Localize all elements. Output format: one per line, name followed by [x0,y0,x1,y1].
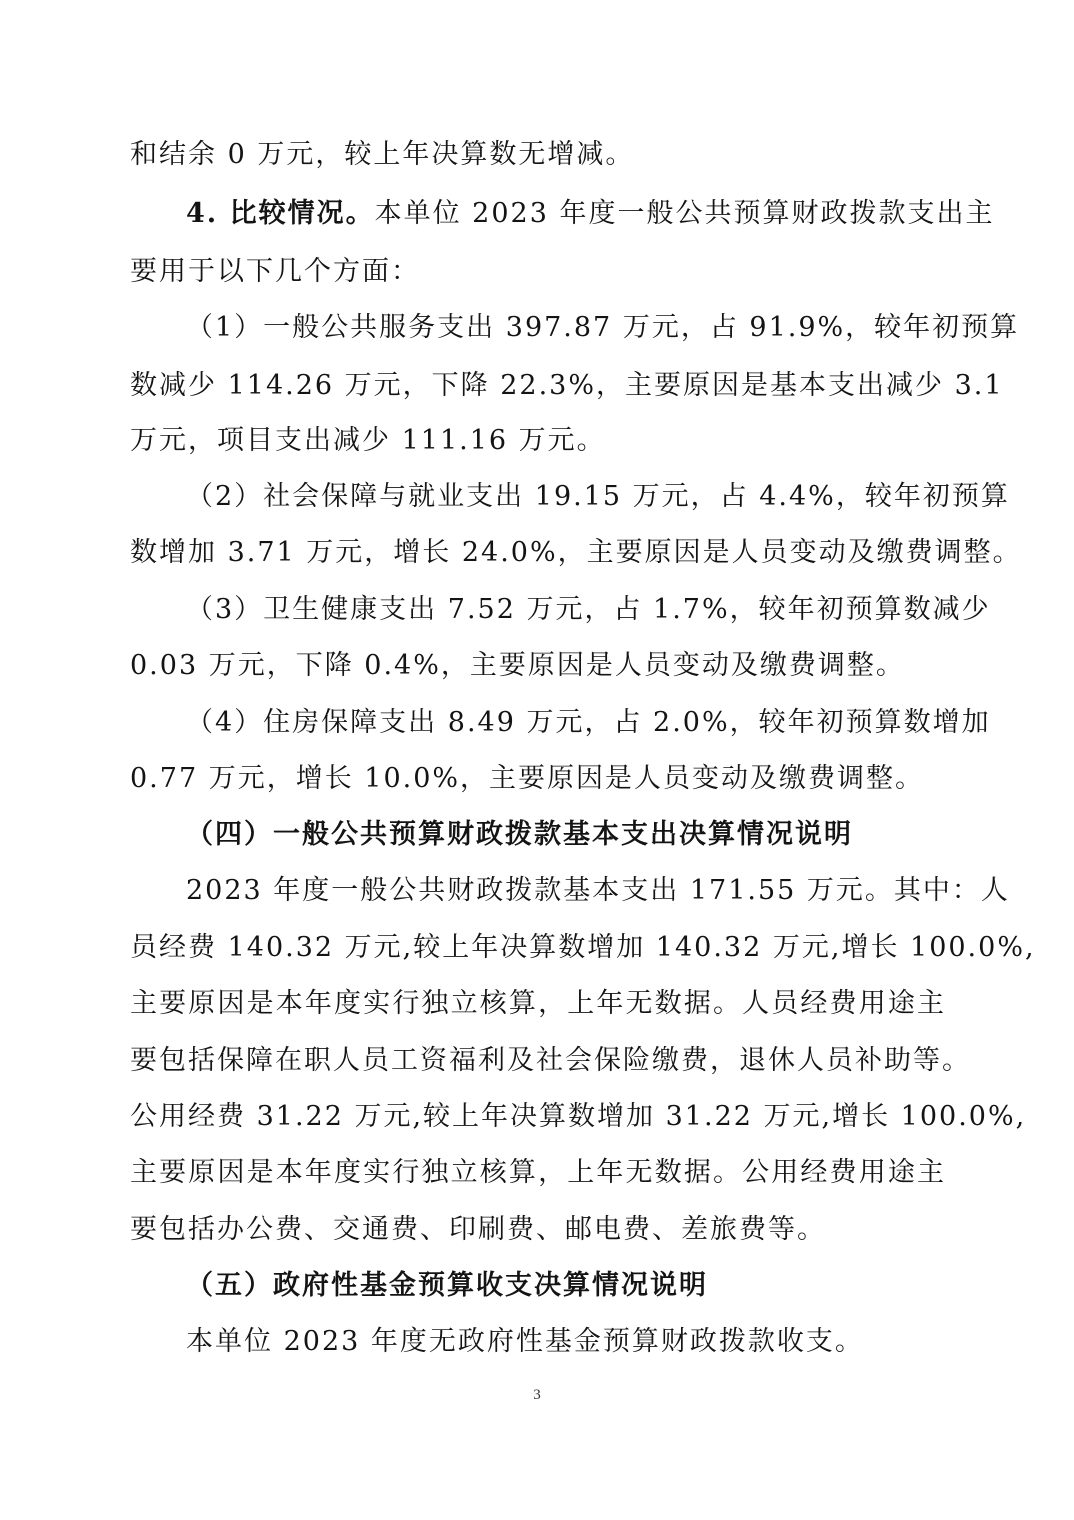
paragraph-line: 要包括保障在职人员工资福利及社会保险缴费，退休人员补助等。 [130,1045,971,1076]
section-heading-four: （四）一般公共预算财政拨款基本支出决算情况说明 [186,819,853,850]
paragraph-line: 数增加 3.71 万元，增长 24.0%，主要原因是人员变动及缴费调整。 [130,537,1022,568]
paragraph-line: 要包括办公费、交通费、印刷费、邮电费、差旅费等。 [130,1214,826,1245]
paragraph-line: 数减少 114.26 万元，下降 22.3%，主要原因是基本支出减少 3.1 [130,370,1004,401]
paragraph-line: 和结余 0 万元，较上年决算数无增减。 [130,139,635,170]
paragraph-line: 主要原因是本年度实行独立核算，上年无数据。公用经费用途主 [130,1157,946,1188]
paragraph-line: 要用于以下几个方面： [130,256,420,287]
paragraph-text: 本单位 2023 年度一般公共预算财政拨款支出主 [374,198,995,229]
paragraph-line: （3）卫生健康支出 7.52 万元，占 1.7%，较年初预算数减少 [186,594,991,625]
paragraph-line: （1）一般公共服务支出 397.87 万元，占 91.9%，较年初预算 [186,312,1020,343]
page-number: 3 [533,1387,541,1403]
comparison-heading: 4. 比较情况。 [186,198,375,229]
paragraph-line: 主要原因是本年度实行独立核算，上年无数据。人员经费用途主 [130,988,946,1019]
paragraph-line: （4）住房保障支出 8.49 万元，占 2.0%，较年初预算数增加 [186,707,991,738]
paragraph-line: 0.03 万元，下降 0.4%，主要原因是人员变动及缴费调整。 [130,650,905,681]
paragraph-line: 万元，项目支出减少 111.16 万元。 [130,425,606,456]
paragraph-line: 0.77 万元，增长 10.0%，主要原因是人员变动及缴费调整。 [130,763,925,794]
section-heading-five: （五）政府性基金预算收支决算情况说明 [186,1270,708,1301]
paragraph-line: 公用经费 31.22 万元,较上年决算数增加 31.22 万元,增长 100.0%, [130,1101,1027,1132]
paragraph-line: （2）社会保障与就业支出 19.15 万元，占 4.4%，较年初预算 [186,481,1010,512]
paragraph-line: 2023 年度一般公共财政拨款基本支出 171.55 万元。其中：人 [186,875,1010,906]
paragraph-line [186,196,995,232]
paragraph-line: 本单位 2023 年度无政府性基金预算财政拨款收支。 [186,1326,864,1357]
paragraph-line: 员经费 140.32 万元,较上年决算数增加 140.32 万元,增长 100.0%, [130,932,1036,963]
